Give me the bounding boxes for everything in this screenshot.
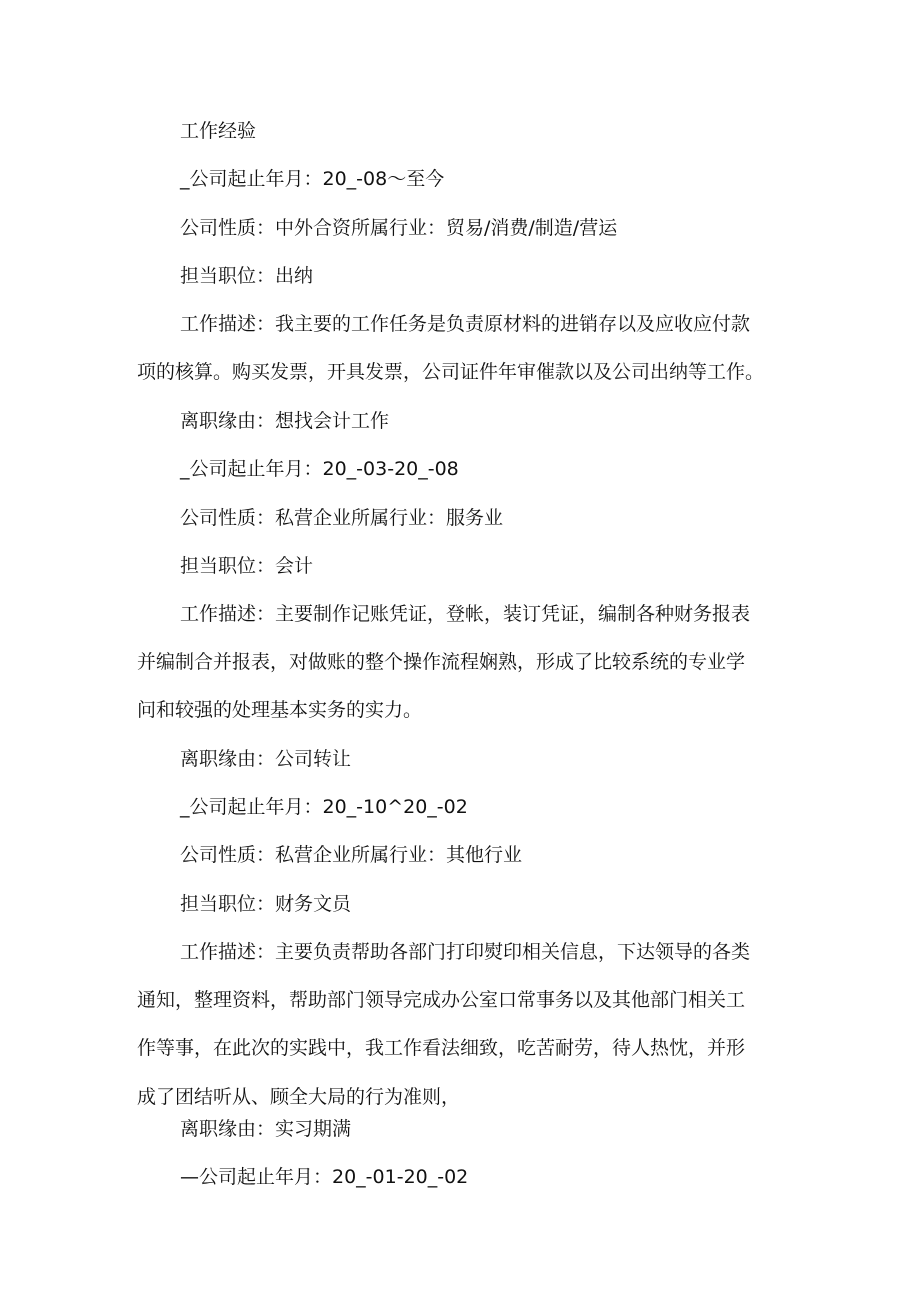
job-3-description-line-2: 通知，整理资料，帮助部门领导完成办公室口常事务以及其他部门相关工 xyxy=(137,989,746,1011)
job-3-nature: 公司性质：私营企业所属行业：其他行业 xyxy=(180,844,523,866)
job-4-period: —公司起止年月：20_-01-20_-02 xyxy=(180,1166,469,1188)
job-1-nature: 公司性质：中外合资所属行业：贸易/消费/制造/营运 xyxy=(180,217,618,239)
job-1-description-line-1: 工作描述：我主要的工作任务是负责原材料的进销存以及应收应付款 xyxy=(180,313,751,335)
job-3-period: _公司起止年月：20_-10^20_-02 xyxy=(180,796,468,818)
job-1-position: 担当职位：出纳 xyxy=(180,265,314,287)
job-3-description-line-3: 作等事，在此次的实践中，我工作看法细致，吃苦耐劳，待人热忱，并形 xyxy=(137,1037,746,1059)
job-3-description-line-1: 工作描述：主要负责帮助各部门打印熨印相关信息，下达领导的各类 xyxy=(180,941,751,963)
job-3-leave-reason: 离职缘由：实习期满 xyxy=(180,1118,352,1140)
job-3-position: 担当职位：财务文员 xyxy=(180,893,352,915)
job-2-description-line-2: 并编制合并报表，对做账的整个操作流程娴熟，形成了比较系统的专业学 xyxy=(137,651,746,673)
job-2-nature: 公司性质：私营企业所属行业：服务业 xyxy=(180,507,504,529)
job-3-description-line-4: 成了团结听从、顾全大局的行为准则， xyxy=(137,1086,461,1108)
job-1-leave-reason: 离职缘由：想找会计工作 xyxy=(180,410,390,432)
job-2-leave-reason: 离职缘由：公司转让 xyxy=(180,748,352,770)
job-2-period: _公司起止年月：20_-03-20_-08 xyxy=(180,458,459,480)
job-1-description-line-2: 项的核算。购买发票，开具发票，公司证件年审催款以及公司出纳等工作。 xyxy=(137,361,765,383)
job-2-description-line-1: 工作描述：主要制作记账凭证，登帐，装订凭证，编制各种财务报表 xyxy=(180,603,751,625)
job-2-position: 担当职位：会计 xyxy=(180,555,314,577)
job-1-period: _公司起止年月：20_-08～至今 xyxy=(180,168,445,190)
job-2-description-line-3: 问和较强的处理基本实务的实力。 xyxy=(137,699,423,721)
section-heading: 工作经验 xyxy=(180,120,257,142)
